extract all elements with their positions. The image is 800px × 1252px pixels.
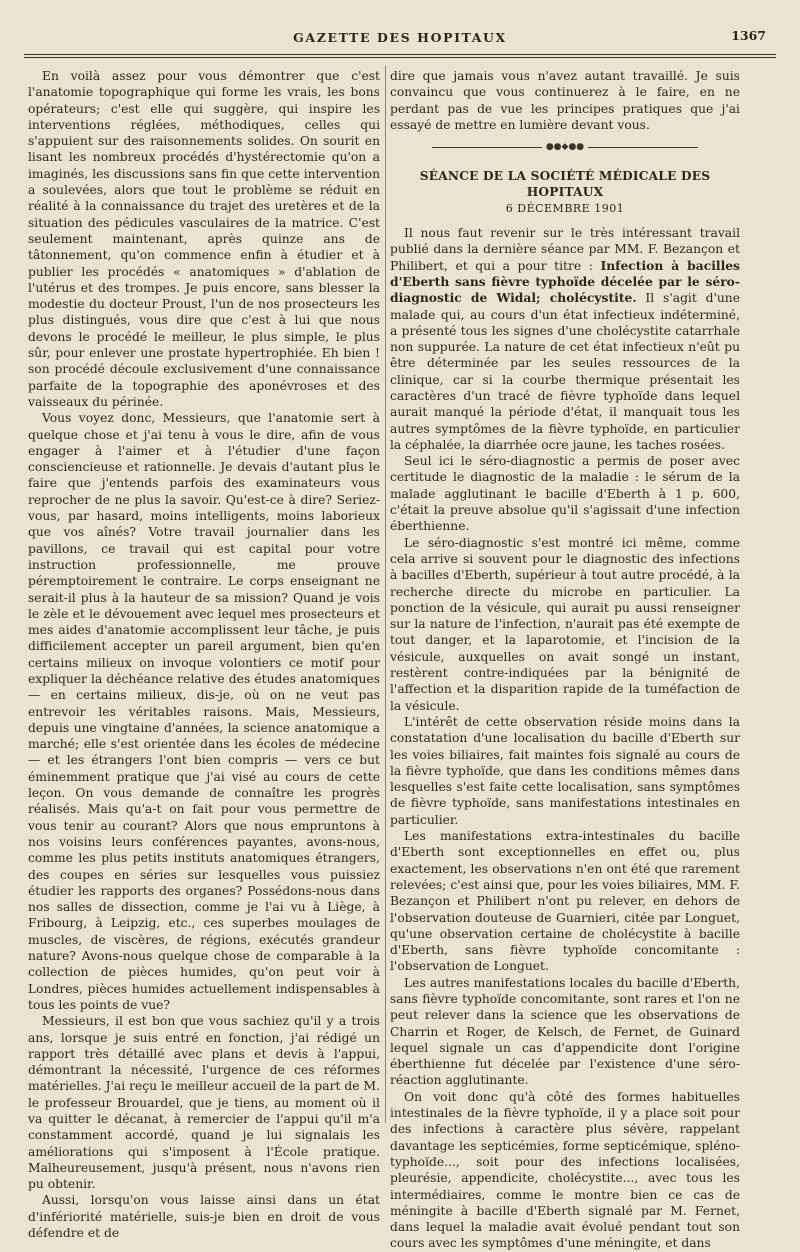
left-column: [28, 68, 380, 1241]
section-ornament: [390, 139, 740, 156]
paragraph: Messieurs, il est bon que vous sachiez qu'il y a trois ans, lorsque je suis entré en fonction, j'ai rédigé un rapport très détaillé avec plans et devis à l'appui, démontrant la nécessité, l'urgence de ces réformes matérielles. J'ai reçu le meilleur accueil de la part de M. le professeur Brouardel, que je tiens, au moment où il va quitter le décanat, à remercier de l'appui qu'il m'a constamment accordé, quand je lui signalais les améliorations qui s'imposent à l'École pratique. Malheureusement, jusqu'à présent, nous n'avons rien pu obtenir.: [28, 1014, 380, 1192]
paragraph: En voilà assez pour vous démontrer que c'est l'anatomie topographique qui forme les vrais, les bons opérateurs; c'est elle qui suggère, qui inspire les interventions réglées, méthodiques, celles qui s'appuient sur des raisonnements solides. On sourit en lisant les nombreux procédés d'hystérectomie qu'on a imaginés, les discussions sans fin que cette intervention a soulevées, alors que tout le problème se réduit en réalité à la connaissance du trajet des uretères et de la situation des pédicules vasculaires de la matrice. C'est seulement maintenant, après quinze ans de tâtonnement, qu'on commence enfin à étudier et à publier les procédés « anatomiques » d'ablation de l'utérus et des trompes. Je puis encore, sans blesser la modestie du docteur Proust, l'un de nos prosecteurs les plus distingués, vous dire que c'est à lui que nous devons le procédé le meilleur, le plus simple, le plus sûr, pour enlever une prostate hypertrophiée. Eh bien ! son procédé découle exclusivement d'une connaissance parfaite de la topographie des aponévroses et des vaisseaux du périnée.: [28, 69, 380, 409]
intro-text: Il nous faut revenir sur le très intéressant travail publié dans la dernière séance par MM. F. Bezançon et Philibert, et qui a pour titre :: [390, 226, 740, 273]
header-rule: [24, 54, 776, 55]
page-header: [22, 30, 778, 52]
ornament-rule-left: [432, 147, 542, 148]
paragraph: Seul ici le séro-diagnostic a permis de poser avec certitude le diagnostic de la maladie : le sérum de la malade agglutinant le bacille d'Eberth à 1 p. 600, c'était la preuve absolue qu'il s'agissait d'une infection éberthienne.: [390, 454, 740, 534]
paper-title: Infection à bacilles d'Eberth sans fièvre typhoïde décelée par le séro-diagnostic de Widal; cholécystite.: [390, 257, 740, 306]
continuation-paragraph: dire que jamais vous n'avez autant travaillé. Je suis convaincu que vous continuerez à le faire, en ne perdant pas de vue les principes pratiques que j'ai essayé de mettre en lumière devant vous.: [390, 69, 740, 132]
paragraph: On voit donc qu'à côté des formes habituelles intestinales de la fièvre typhoïde, il y a place soit pour des infections à caractère plus sévère, rappelant davantage les septicémies, forme septicémique, spléno-typhoïde..., soit pour des infections localisées, pleurésie, appendicite, cholécystite..., avec tous les intermédiaires, comme le montre bien ce cas de méningite à bacille d'Eberth signalé par M. Fernet, dans lequel la maladie avait évolué pendant tout son cours avec les symptômes d'une méningite, et dans: [390, 1089, 740, 1251]
section-title: SÉANCE DE LA SOCIÉTÉ MÉDICALE DES HOPITAUX: [419, 169, 711, 200]
ornament-dots-icon: ●●◆●●: [545, 142, 585, 153]
ornament-rule-right: [588, 147, 698, 148]
paragraph: Les manifestations extra-intestinales du bacille d'Eberth sont exceptionnelles en effet ou, plus exactement, les observations n'en ont été que rarement relevées; c'est ainsi que, pour les voies biliaires, MM. F. Bezançon et Philibert n'ont pu relever, en dehors de l'observation douteuse de Guarnieri, citée par Longuet, qu'une observation certaine de cholécystite à bacille d'Eberth, sans fièvre typhoïde concomitante : l'observation de Longuet.: [390, 829, 740, 974]
section-date: 6 DÉCEMBRE 1901: [505, 201, 625, 215]
right-column: [390, 68, 740, 1251]
intro-paragraph: [390, 225, 740, 453]
paragraph: Les autres manifestations locales du bacille d'Eberth, sans fièvre typhoïde concomitante, sont rares et l'on ne peut relever dans la science que les observations de Charrin et Roger, de Kelsch, de Fernet, de Guinard lequel signale un cas d'appendicite dont l'origine éberthienne fut décelée par l'existence d'une séro-réaction agglutinante.: [390, 975, 740, 1088]
paragraph: Le séro-diagnostic s'est montré ici même, comme cela arrive si souvent pour le diagnostic des infections à bacilles d'Eberth, supérieur à tout autre procédé, à la recherche directe du microbe en particulier. La ponction de la vésicule, qui aurait pu aussi renseigner sur la nature de l'infection, n'aurait pas été exempte de tout danger, et la laparotomie, et l'incision de la vésicule, auxquelles on avait songé un instant, restèrent contre-indiquées par la bénignité de l'affection et la disparition rapide de la tuméfaction de la vésicule.: [390, 535, 740, 713]
header-rule-thin: [24, 57, 776, 58]
running-title: GAZETTE DES HOPITAUX: [293, 30, 507, 45]
intro-text-continued: Il s'agit d'une malade qui, au cours d'un état infectieux indéterminé, a présenté tous les signes d'une cholécystite catarrhale non suppurée. La nature de cet état infectieux n'eût pu être déterminée par les seules ressources de la clinique, car si la courbe thermique présentait les caractères d'un tracé de fièvre typhoïde dans lequel aurait manqué la période d'état, il manquait tous les autres symptômes de la fièvre typhoïde, en particulier la céphalée, la diarrhée ocre jaune, les taches rosées.: [390, 291, 740, 452]
paragraph: Vous voyez donc, Messieurs, que l'anatomie sert à quelque chose et j'ai tenu à vous le dire, afin de vous engager à l'aimer et à l'étudier d'une façon consciencieuse et rationnelle. Je devais d'autant plus le faire que j'entends parfois des examinateurs vous reprocher de ne plus la savoir. Qu'est-ce à dire? Seriez-vous, par hasard, moins intelligents, moins laborieux que vos aînés? Votre travail journalier dans les pavillons, ce travail qui est capital pour votre instruction professionnelle, me prouve péremptoirement le contraire. Le corps enseignant ne serait-il plus à la hauteur de sa mission? Quand je vois le zèle et le dévouement avec lequel mes prosecteurs et mes aides d'anatomie accomplissent leur tâche, je puis difficilement accepter un pareil argument, bien qu'en certains milieux on invoque volontiers ce motif pour expliquer la déchéance relative des études anatomiques — en certains milieux, dis-je, où on ne veut pas entrevoir les véritables raisons. Mais, Messieurs, depuis une vingtaine d'années, la science anatomique a marché; elle s'est orientée dans les écoles de médecine — et les étrangers l'ont bien compris — vers ce but éminemment pratique que j'ai visé au cours de cette leçon. On vous demande de connaître les progrès réalisés. Mais qu'a-t on fait pour vous permettre de vous tenir au courant? Alors que nous empruntons à nos voisins leurs conférences payantes, avons-nous, comme les plus petits instituts anatomiques étrangers, des coupes en séries sur lesquelles vous puissiez étudier les rapports des organes? Possédons-nous dans nos salles de dissection, comme je l'ai vu à Liège, à Fribourg, à Leipzig, etc., ces superbes moulages de muscles, de viscères, de régions, exécutés grandeur nature? Avons-nous quelque chose de comparable à la collection de pièces humides, qu'on peut voir à Londres, pièces humides actuellement indispensables à tous les points de vue?: [28, 411, 380, 1012]
column-divider: [385, 66, 386, 1123]
paragraph: L'intérêt de cette observation réside moins dans la constatation d'une localisation du bacille d'Eberth sur les voies biliaires, fait maintes fois signalé au cours de la fièvre typhoïde, que dans les conditions mêmes dans lesquelles s'est faite cette localisation, sans symptômes de fièvre typhoïde, sans manifestations intestinales en particulier.: [390, 714, 740, 827]
page-number: 1367: [731, 28, 766, 43]
paragraph: Aussi, lorsqu'on vous laisse ainsi dans un état d'infériorité matérielle, suis-je bien en droit de vous défendre et de: [28, 1193, 380, 1241]
